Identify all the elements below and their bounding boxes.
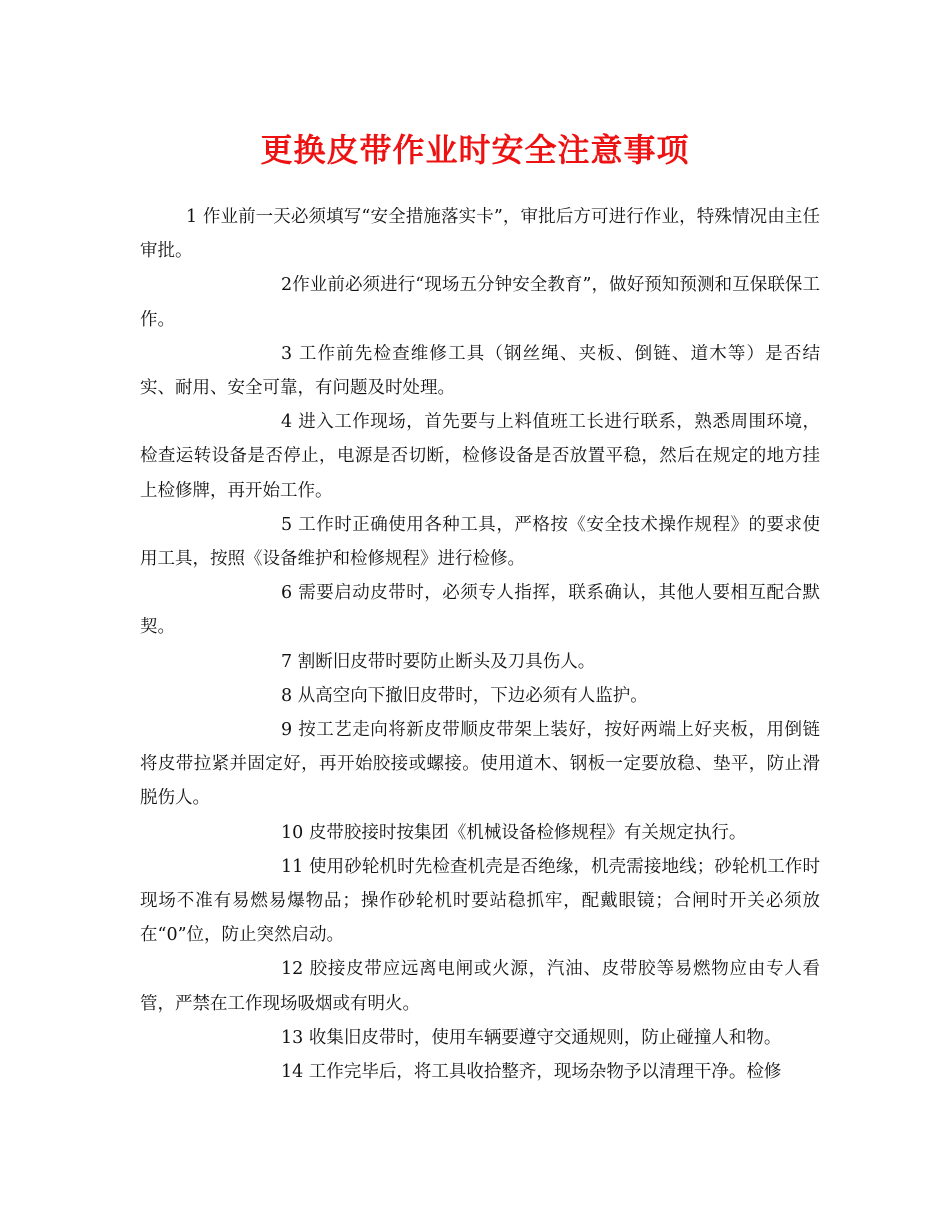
paragraph-5: 5 工作时正确使用各种工具，严格按《安全技术操作规程》的要求使用工具，按照《设备维护和检修规程》进行检修。 (140, 514, 820, 570)
paragraph-2: 2作业前必须进行“现场五分钟安全教育”，做好预知预测和互保联保工作。 (140, 275, 820, 330)
paragraph-14: 14 工作完毕后，将工具收拾整齐，现场杂物予以清理干净。检修 (281, 1062, 782, 1083)
page-title: 更换皮带作业时安全注意事项 (260, 131, 690, 169)
paragraph-9: 9 按工艺走向将新皮带顺皮带架上装好，按好两端上好夹板，用倒链将皮带拉紧并固定好，再开始胶接或螺接。使用道木、钢板一定要放稳、垫平，防止滑脱伤人。 (140, 720, 820, 809)
paragraph-13: 13 收集旧皮带时，使用车辆要遵守交通规则，防止碰撞人和物。 (281, 1027, 782, 1048)
paragraph-7: 7 割断旧皮带时要防止断头及刀具伤人。 (281, 651, 596, 672)
paragraph-11: 11 使用砂轮机时先检查机壳是否绝缘，机壳需接地线；砂轮机工作时现场不准有易燃易爆物品；操作砂轮机时要站稳抓牢，配戴眼镜；合闸时开关必须放在“0”位，防止突然启动。 (140, 856, 820, 946)
paragraph-10: 10 皮带胶接时按集团《机械设备检修规程》有关规定执行。 (281, 822, 747, 843)
paragraph-4: 4 进入工作现场，首先要与上料值班工长进行联系，熟悉周围环境，检查运转设备是否停止，电源是否切断，检修设备是否放置平稳，然后在规定的地方挂上检修牌，再开始工作。 (140, 412, 820, 501)
paragraph-12: 12 胶接皮带应远离电闸或火源，汽油、皮带胶等易燃物应由专人看管，严禁在工作现场吸烟或有明火。 (140, 959, 820, 1014)
paragraph-1: 1 作业前一天必须填写“安全措施落实卡”，审批后方可进行作业，特殊情况由主任审批。 (140, 207, 820, 262)
paragraph-3: 3 工作前先检查维修工具（钢丝绳、夹板、倒链、道木等）是否结实、耐用、安全可靠，有问题及时处理。 (140, 343, 820, 399)
paragraph-6: 6 需要启动皮带时，必须专人指挥，联系确认，其他人要相互配合默契。 (140, 583, 820, 638)
paragraph-8: 8 从高空向下撤旧皮带时，下边必须有人监护。 (281, 685, 648, 706)
document-body (140, 200, 820, 1089)
